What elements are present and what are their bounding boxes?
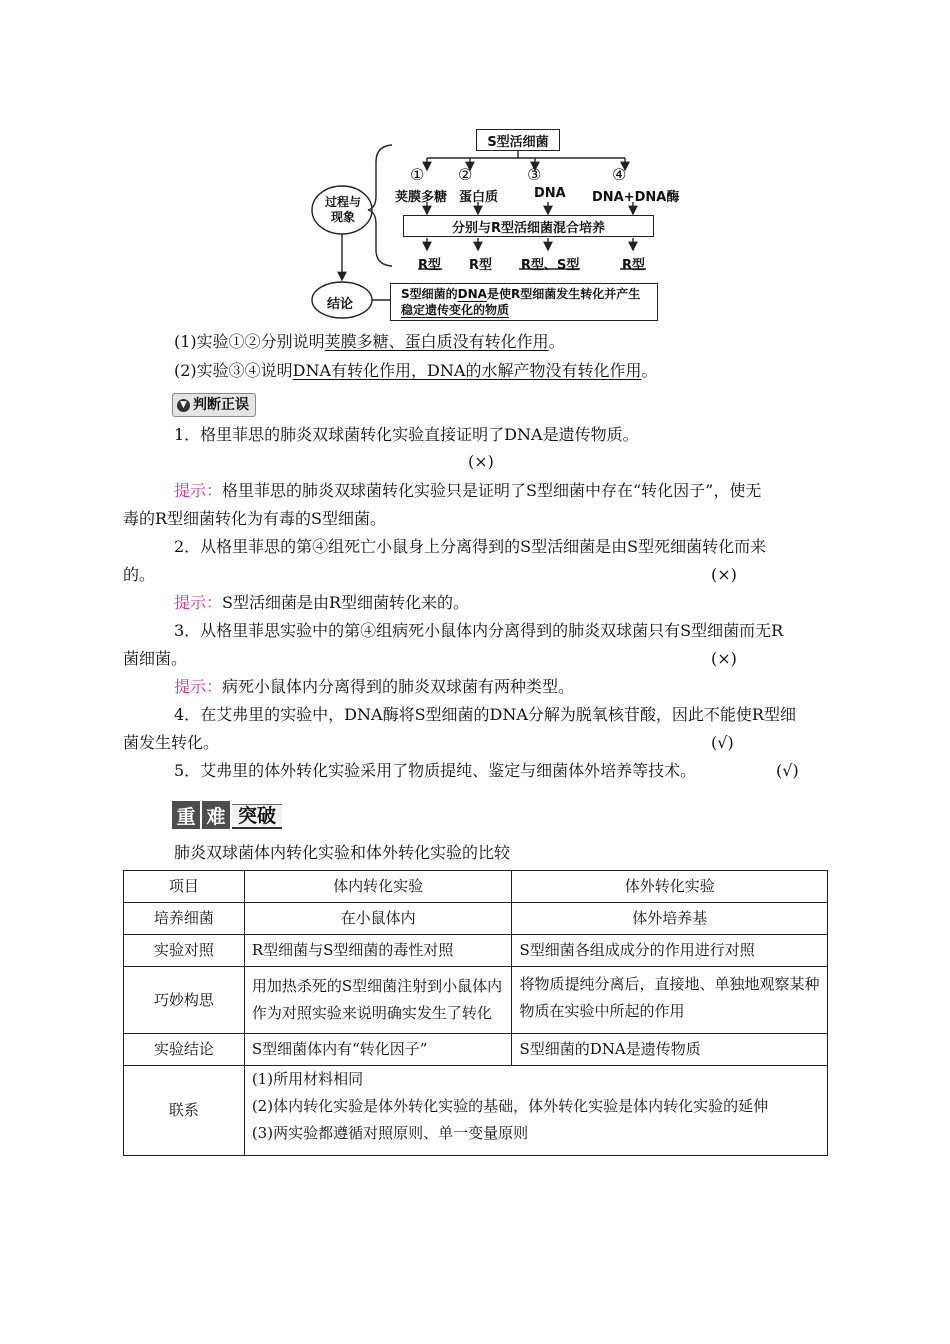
conclusion-underline: 稳定遗传变化的物质 (401, 303, 510, 317)
s-live-bacteria-box: S型活细菌 (476, 129, 560, 151)
banner-char-2: 难 (202, 801, 230, 829)
branch-num-4: ④ (612, 165, 627, 184)
row-label: 巧妙构思 (124, 967, 245, 1034)
substance-3: DNA (534, 186, 566, 201)
table-cell: S型细菌体内有“转化因子” (244, 1034, 512, 1066)
explain-line-2 (174, 360, 657, 382)
explain-2-pre: (2)实验③④说明 (174, 361, 293, 380)
table-cell: 用加热杀死的S型细菌注射到小鼠体内作为对照实验来说明确实发生了转化 (244, 967, 512, 1034)
table-cell: 在小鼠体内 (244, 903, 512, 935)
link-cell (244, 1066, 827, 1156)
explain-2-post: 。 (641, 361, 658, 380)
section-banner (172, 797, 282, 829)
branch-num-1: ① (410, 165, 425, 184)
substance-1: 荚膜多糖 (395, 190, 448, 205)
judge-5-text: 5．艾弗里的体外转化实验采用了物质提纯、鉴定与细菌体外培养等技术。 (174, 761, 697, 780)
table-cell: S型细菌的DNA是遗传物质 (512, 1034, 828, 1066)
link-line: (1)所用材料相同 (251, 1070, 364, 1088)
banner-char-1: 重 (172, 801, 200, 829)
hint-label: 提示： (174, 593, 223, 612)
judge-2-text-2: 的。 (123, 565, 156, 584)
branch-num-3: ③ (527, 165, 542, 184)
judge-1-text: 1．格里菲思的肺炎双球菌转化实验直接证明了DNA是遗传物质。 (174, 425, 639, 444)
comparison-table (123, 870, 828, 1156)
hint-label: 提示： (174, 481, 223, 500)
banner-text: 突破 (232, 804, 282, 829)
table-header-row (124, 871, 828, 903)
table-cell: 将物质提纯分离后，直接地、单独地观察某种物质在实验中所起的作用 (512, 967, 828, 1034)
hint-text: S型活细菌是由R型细菌转化来的。 (222, 593, 470, 612)
table-row (124, 935, 828, 967)
process-label: 过程与现象 (325, 195, 362, 224)
hint-text: 格里菲思的肺炎双球菌转化实验只是证明了S型细菌中存在“转化因子”，使无 (222, 481, 762, 500)
substance-2: 蛋白质 (459, 190, 499, 205)
judge-3-text-2: 菌细菌。 (123, 649, 188, 668)
table-row (124, 1034, 828, 1066)
table-cell: 体外培养基 (512, 903, 828, 935)
judge-1-mark: (×) (468, 452, 494, 471)
judge-3-hint (174, 676, 574, 698)
row-label: 联系 (124, 1066, 245, 1156)
table-cell: S型细菌各组成成分的作用进行对照 (512, 935, 828, 967)
judge-4-mark: (√) (711, 733, 734, 752)
conclusion-label: 结论 (327, 297, 354, 312)
judge-section-tag (172, 393, 256, 417)
judge-tag-label: 判断正误 (193, 397, 249, 413)
header-cell: 体外转化实验 (512, 871, 828, 903)
judge-4-text-2: 菌发生转化。 (123, 733, 220, 752)
table-cell: R型细菌与S型细菌的毒性对照 (244, 935, 512, 967)
explain-2-underline: DNA有转化作用，DNA的水解产物没有转化作用 (292, 361, 642, 380)
explain-1-pre: (1)实验①②分别说明 (174, 332, 325, 351)
row-label: 实验结论 (124, 1034, 245, 1066)
conclusion-pre: S型细菌的 (401, 287, 458, 301)
judge-2-text-1: 2．从格里菲思的第④组死亡小鼠身上分离得到的S型活细菌是由S型死细菌转化而来 (174, 537, 767, 556)
link-line: (3)两实验都遵循对照原则、单一变量原则 (251, 1124, 529, 1142)
judge-1-hint-1 (174, 480, 761, 502)
table-row (124, 967, 828, 1034)
conclusion-box (390, 283, 658, 321)
table-row-link (124, 1066, 828, 1156)
substance-4: DNA+DNA酶 (592, 190, 680, 205)
result-3: R型、S型 (521, 258, 580, 273)
judge-2-mark: (×) (711, 565, 737, 584)
explain-1-underline: 荚膜多糖、蛋白质没有转化作用 (324, 332, 549, 351)
table-caption: 肺炎双球菌体内转化实验和体外转化实验的比较 (174, 843, 511, 862)
explain-line-1 (174, 331, 565, 353)
explain-1-post: 。 (548, 332, 565, 351)
header-cell: 体内转化实验 (244, 871, 512, 903)
header-cell: 项目 (124, 871, 245, 903)
result-2: R型 (469, 258, 493, 273)
table-row (124, 903, 828, 935)
judge-2-hint (174, 592, 469, 614)
mix-culture-box: 分别与R型活细菌混合培养 (403, 215, 654, 237)
conclusion-mid: 是使R型细菌发生转化并产生 (486, 287, 641, 301)
link-line: (2)体内转化实验是体外转化实验的基础，体外转化实验是体内转化实验的延伸 (251, 1097, 769, 1115)
result-4: R型 (622, 258, 646, 273)
row-label: 实验对照 (124, 935, 245, 967)
row-label: 培养细菌 (124, 903, 245, 935)
hint-text: 病死小鼠体内分离得到的肺炎双球菌有两种类型。 (222, 677, 575, 696)
branch-num-2: ② (458, 165, 473, 184)
chevron-down-icon: ▼ (177, 399, 190, 412)
result-1: R型 (418, 258, 442, 273)
hint-label: 提示： (174, 677, 223, 696)
judge-1-hint-2: 毒的R型细菌转化为有毒的S型细菌。 (123, 509, 387, 528)
judge-5-mark: (√) (776, 761, 799, 780)
judge-3-mark: (×) (711, 649, 737, 668)
judge-4-text-1: 4．在艾弗里的实验中，DNA酶将S型细菌的DNA分解为脱氧核苷酸，因此不能使R型细 (174, 705, 796, 724)
conclusion-dna: DNA (457, 287, 487, 301)
judge-3-text-1: 3．从格里菲思实验中的第④组病死小鼠体内分离得到的肺炎双球菌只有S型细菌而无R (174, 621, 784, 640)
